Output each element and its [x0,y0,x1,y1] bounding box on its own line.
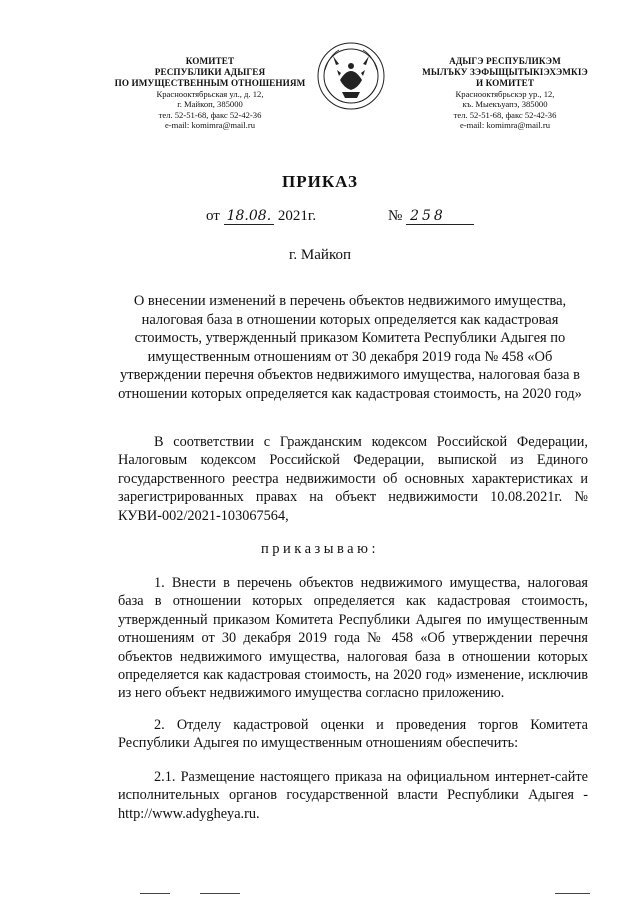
item-2-1-paragraph: 2.1. Размещение настоящего приказа на официальном интернет-сайте исполнительных органов государственной власти Республики Адыгея - http://www.adygheya.ru. [118,769,588,822]
footer-mark [140,893,170,894]
preamble-paragraph: В соответствии с Гражданским кодексом Российской Федерации, Налоговым кодексом Российской Федерации, выпиской из Единого государственного реестра недвижимости об основных характеристиках и зарегистрированных правах на объект недвижимости 10.08.2021г. № КУВИ-002/2021-103067564, [118,434,588,524]
header-right-address: Краснооктябрьскэр ур., 12, [455,89,555,99]
header-right-title-line: И КОМИТЕТ [475,78,535,88]
document-subject: О внесении изменений в перечень объектов недвижимого имущества, налоговая база в отношении которых определяется как кадастровая стоимость, утвержденный приказом Комитета Республики Адыгея по имущественным отношениям от 30 декабря 2019 года № 458 «Об утверждении перечня объектов недвижимого имущества, налоговая база в отношении которых определяется как кадастровая стоимость, на 2020 год» [118,293,582,402]
document-date [206,208,316,225]
header-left-title [110,56,310,89]
date-handwritten: 18.08. [224,208,275,225]
number-prefix: № [388,208,403,224]
scan-footer-marks [0,893,640,895]
footer-mark [200,893,240,894]
order-word: приказываю: [261,541,379,557]
header-left-title-line: РЕСПУБЛИКИ АДЫГЕЯ [154,67,266,77]
header-left-block [110,56,310,131]
number-handwritten: 258 [406,208,474,225]
coat-of-arms-emblem [313,40,389,112]
header-left-email: e-mail: komimra@mail.ru [164,120,255,131]
header-left-city: г. Майкоп, 385000 [177,99,243,110]
header-left-phone: тел. 52-51-68, факс 52-42-36 [158,109,262,120]
header-right-title [405,56,605,89]
header-right-title-line: АДЫГЭ РЕСПУБЛИКЭМ [449,56,561,66]
item-2-paragraph: 2. Отделу кадастровой оценки и проведения торгов Комитета Республики Адыгея по имущественным отношениям обеспечить: [118,717,588,752]
header-right-block [405,56,605,131]
date-suffix: 2021г. [277,208,317,224]
header-right-title-line: МЫЛЪКУ ЗЭФЫЩЫТЫКIЭХЭМКIЭ [422,67,588,77]
header-left-title-line: ПО ИМУЩЕСТВЕННЫМ ОТНОШЕНИЯМ [114,78,306,88]
item-1-paragraph: 1. Внести в перечень объектов недвижимого имущества, налоговая база в отношении которых определяется как кадастровая стоимость, утвержденный приказом Комитета Республики Адыгея по имущественным отношениям от 30 декабря 2019 года № 458 «Об утверждении перечня объектов недвижимого имущества, налоговая база в отношении которых определяется как кадастровая стоимость, на 2020 год» изменение, исключив из него объект недвижимого имущества согласно приложению. [118,575,588,702]
header-right-phone: тел. 52-51-68, факс 52-42-36 [453,109,557,120]
header-right-city: къ. Мыекъуапэ, 385000 [462,99,548,110]
header-left-address: Краснооктябрьская ул., д. 12, [156,89,264,99]
header-left-title-line: КОМИТЕТ [185,56,235,66]
document-number [388,208,474,225]
header-right-email: e-mail: komimra@mail.ru [459,120,550,131]
document-city: г. Майкоп [288,247,352,263]
date-prefix: от [206,208,220,224]
document-type-title: ПРИКАЗ [282,172,358,191]
footer-mark [555,893,590,894]
